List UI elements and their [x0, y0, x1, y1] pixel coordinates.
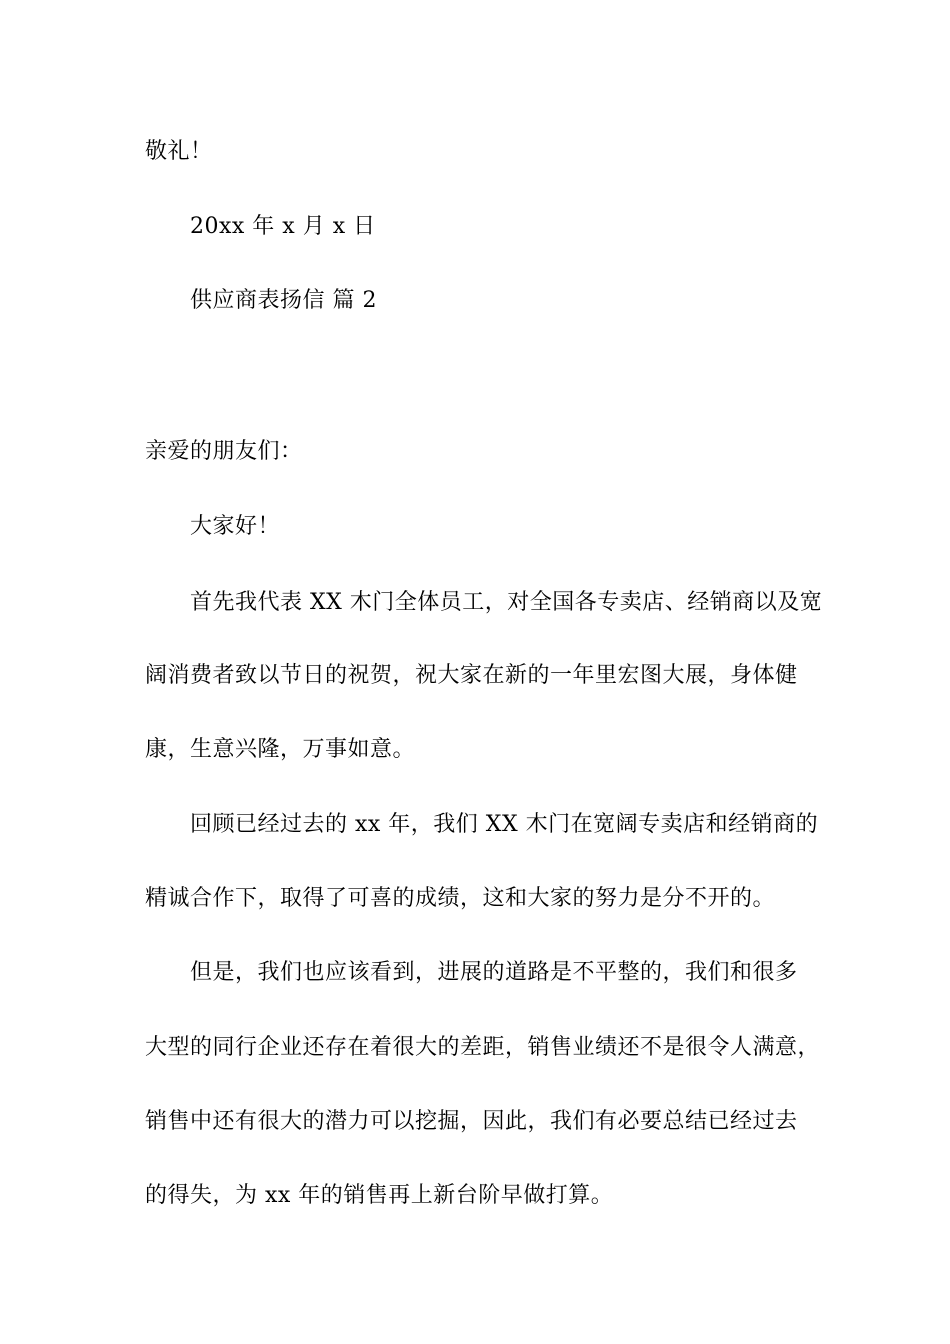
paragraph-line: 销售中还有很大的潜力可以挖掘，因此，我们有必要总结已经过去	[145, 1109, 798, 1134]
letter-closing: 敬礼！	[145, 139, 213, 164]
letter-greeting: 大家好！	[190, 514, 281, 539]
paragraph-line: 康，生意兴隆，万事如意。	[145, 737, 416, 762]
paragraph-line: 大型的同行企业还存在着很大的差距，销售业绩还不是很令人满意，	[145, 1035, 821, 1060]
section-title: 供应商表扬信 篇 2	[190, 288, 377, 313]
paragraph-line: 但是，我们也应该看到，进展的道路是不平整的，我们和很多	[190, 960, 798, 985]
paragraph-line: 首先我代表 XX 木门全体员工，对全国各专卖店、经销商以及宽	[190, 590, 823, 615]
letter-date: 20xx 年 x 月 x 日	[190, 214, 376, 239]
paragraph-line: 回顾已经过去的 xx 年，我们 XX 木门在宽阔专卖店和经销商的	[190, 812, 819, 837]
letter-salutation: 亲爱的朋友们：	[145, 439, 303, 464]
paragraph-line: 阔消费者致以节日的祝贺，祝大家在新的一年里宏图大展，身体健	[145, 663, 798, 688]
paragraph-line: 精诚合作下，取得了可喜的成绩，这和大家的努力是分不开的。	[145, 886, 776, 911]
paragraph-line: 的得失，为 xx 年的销售再上新台阶早做打算。	[145, 1183, 614, 1208]
